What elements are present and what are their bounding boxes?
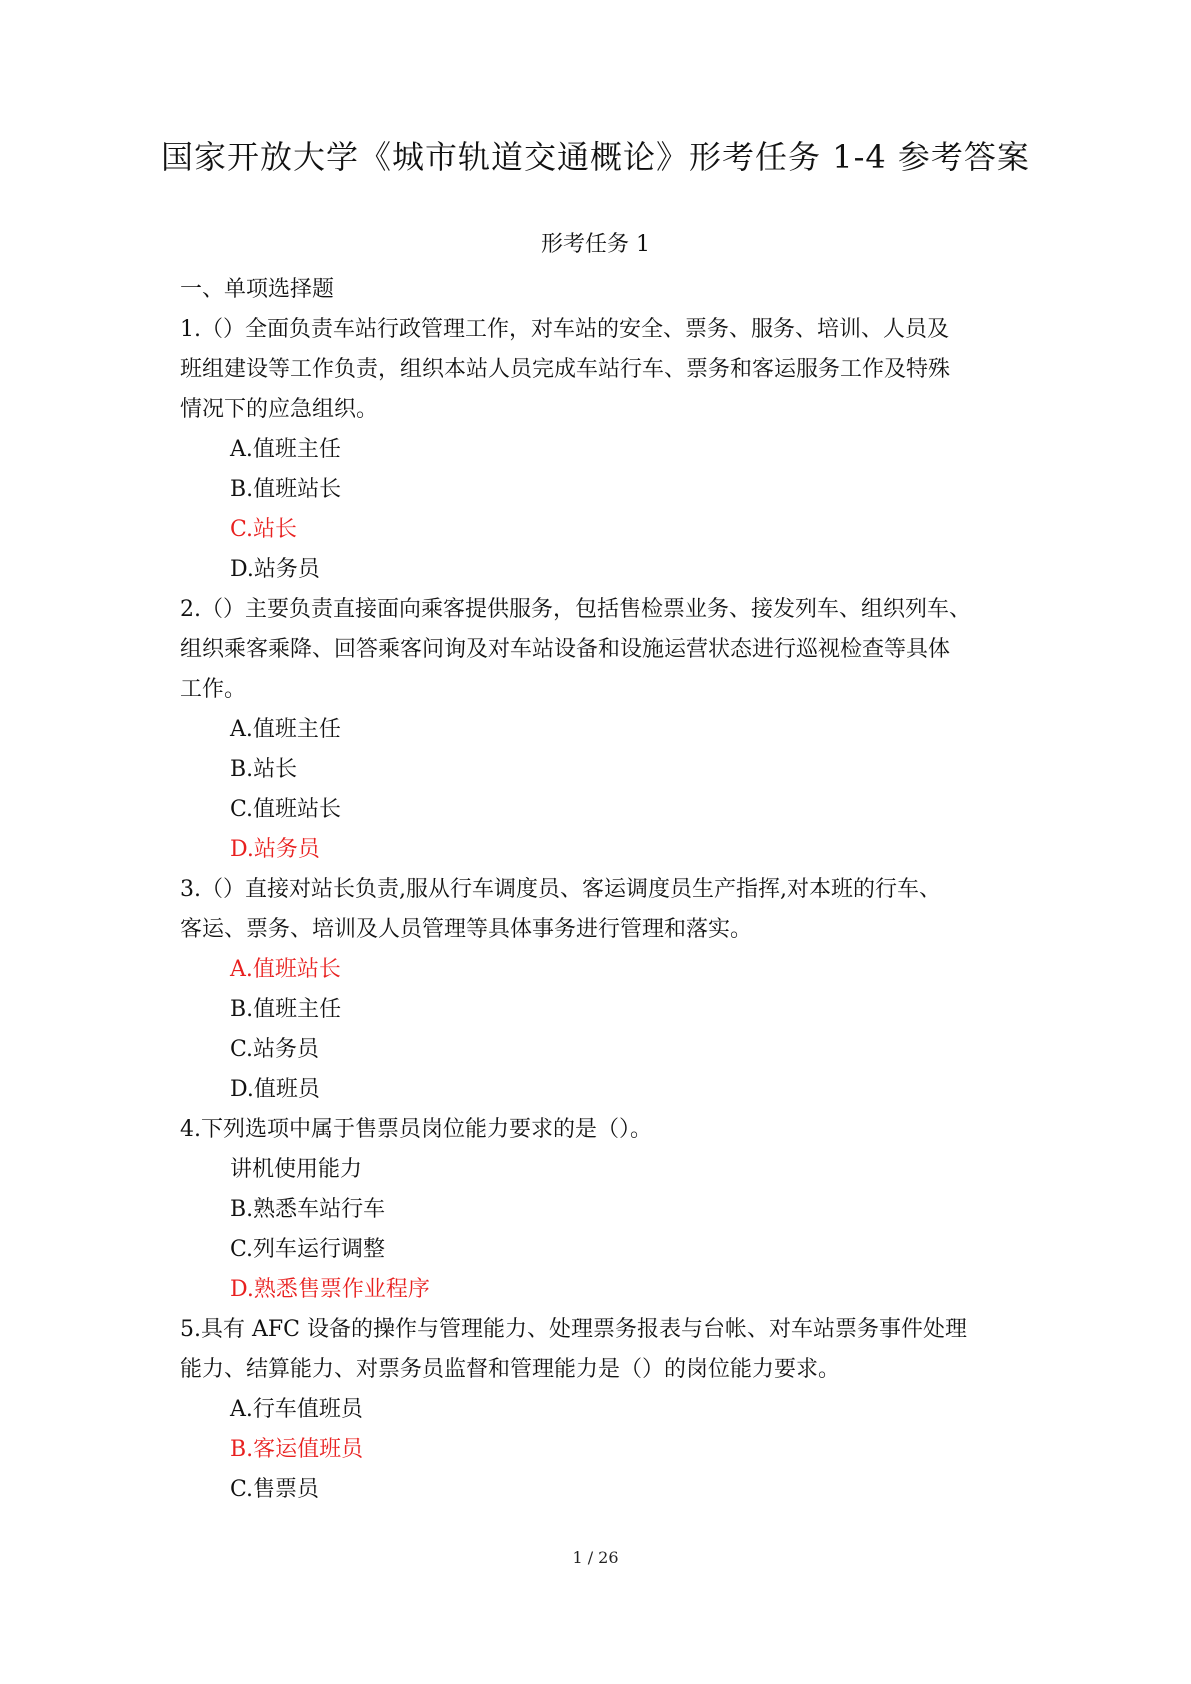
correct-answer-option: D.站务员 <box>230 837 320 862</box>
answer-option: A.行车值班员 <box>230 1397 363 1422</box>
question-text-line: 3.（）直接对站长负责,服从行车调度员、客运调度员生产指挥,对本班的行车、 <box>180 877 941 902</box>
answer-option: C.值班站长 <box>230 797 342 822</box>
question-text-line: 2.（）主要负责直接面向乘客提供服务，包括售检票业务、接发列车、组织列车、 <box>180 597 971 622</box>
question-text-line: 客运、票务、培训及人员管理等具体事务进行管理和落实。 <box>180 917 753 942</box>
question-3 <box>180 870 1020 1110</box>
answer-option: B.站长 <box>230 757 298 782</box>
question-1 <box>180 310 1020 590</box>
question-5 <box>180 1310 1020 1510</box>
document-title: 国家开放大学《城市轨道交通概论》形考任务 1-4 参考答案 <box>161 138 1030 176</box>
question-2 <box>180 590 1020 870</box>
question-text-line: 班组建设等工作负责，组织本站人员完成车站行车、票务和客运服务工作及特殊 <box>180 357 951 382</box>
answer-option: C.列车运行调整 <box>230 1237 386 1262</box>
answer-option: B.熟悉车站行车 <box>230 1197 386 1222</box>
question-text-line: 1.（）全面负责车站行政管理工作，对车站的安全、票务、服务、培训、人员及 <box>180 317 949 342</box>
answer-option: 讲机使用能力 <box>230 1157 363 1182</box>
answer-option: B.值班主任 <box>230 997 342 1022</box>
question-text-line: 情况下的应急组织。 <box>180 397 379 422</box>
question-text-line: 工作。 <box>180 677 247 702</box>
answer-option: A.值班主任 <box>230 717 341 742</box>
correct-answer-option: B.客运值班员 <box>230 1437 364 1462</box>
document-content <box>180 270 1020 1510</box>
question-text-line: 组织乘客乘降、回答乘客问询及对车站设备和设施运营状态进行巡视检查等具体 <box>180 637 951 662</box>
page-number: 1 / 26 <box>572 1548 619 1567</box>
question-4 <box>180 1110 1020 1310</box>
answer-option: D.值班员 <box>230 1077 320 1102</box>
section-title: 形考任务 1 <box>541 232 650 257</box>
question-text-line: 4.下列选项中属于售票员岗位能力要求的是（）。 <box>180 1117 652 1142</box>
correct-answer-option: C.站长 <box>230 517 298 542</box>
answer-option: C.站务员 <box>230 1037 320 1062</box>
question-text-line: 5.具有 AFC 设备的操作与管理能力、处理票务报表与台帐、对车站票务事件处理 <box>180 1317 967 1342</box>
answer-option: B.值班站长 <box>230 477 342 502</box>
part-heading: 一、单项选择题 <box>180 277 335 302</box>
correct-answer-option: A.值班站长 <box>230 957 341 982</box>
question-text-line: 能力、结算能力、对票务员监督和管理能力是（）的岗位能力要求。 <box>180 1357 841 1382</box>
answer-option: C.售票员 <box>230 1477 320 1502</box>
answer-option: A.值班主任 <box>230 437 341 462</box>
correct-answer-option: D.熟悉售票作业程序 <box>230 1277 430 1302</box>
answer-option: D.站务员 <box>230 557 320 582</box>
